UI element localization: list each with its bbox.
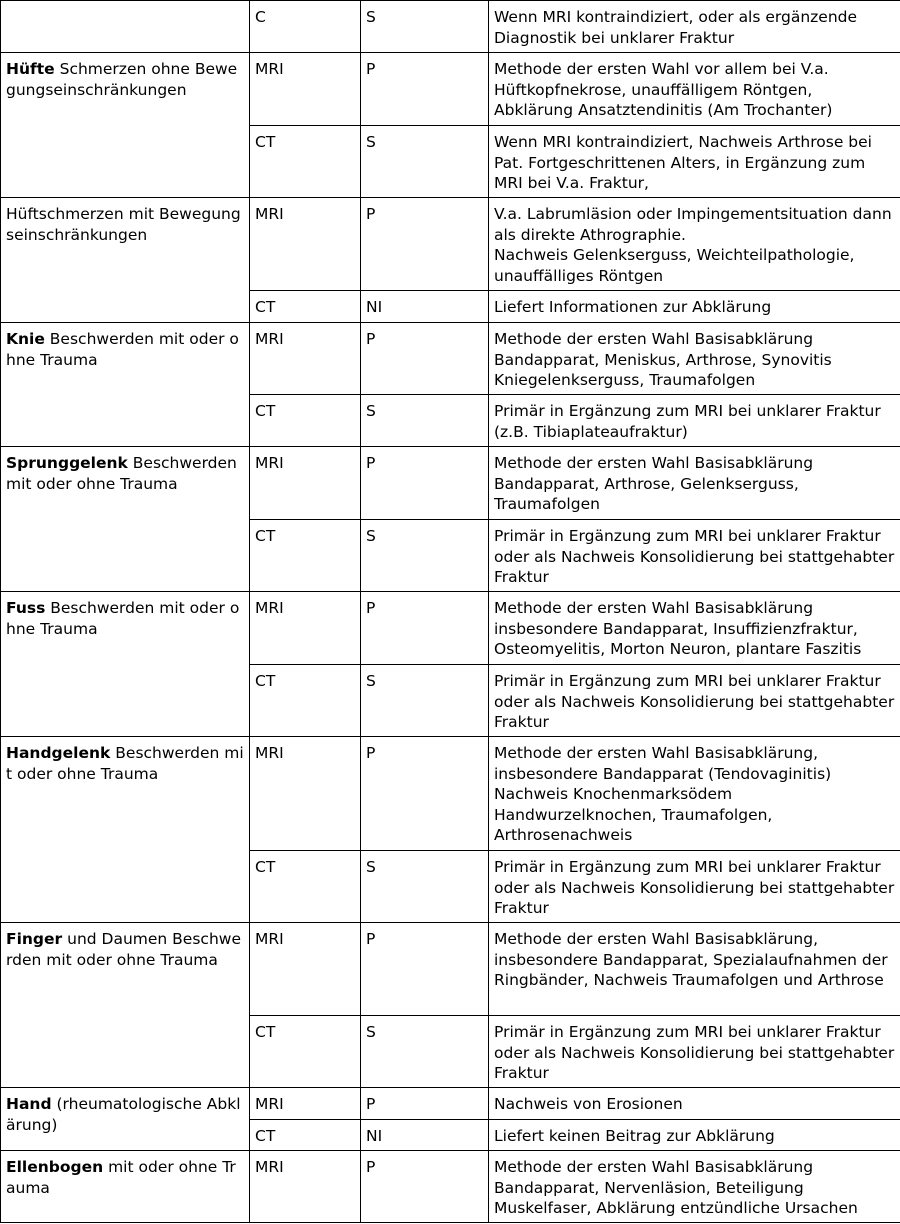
method-cell: C (250, 1, 361, 53)
region-name: Ellenbogen (6, 1158, 104, 1176)
table-row (1, 1, 900, 53)
rating-cell: P (361, 592, 489, 665)
table-row (1, 1151, 900, 1223)
rating-cell: S (361, 126, 489, 198)
region-name: Handgelenk (6, 744, 111, 762)
table-body (1, 1, 900, 1223)
description-cell: Methode der ersten Wahl Basisabklärung Bandapparat, Meniskus, Arthrose, Synovitis Kniegelenkserguss, Traumafolgen (489, 323, 900, 395)
rating-cell: P (361, 447, 489, 520)
region-cell (1, 53, 250, 198)
rating-cell: S (361, 395, 489, 447)
region-cell (1, 592, 250, 737)
region-cell (1, 923, 250, 1088)
rating-cell: P (361, 923, 489, 1016)
region-name: Finger (6, 930, 63, 948)
rating-cell: S (361, 1016, 489, 1088)
region-cell (1, 1088, 250, 1151)
rating-cell: S (361, 851, 489, 923)
region-cell (1, 323, 250, 447)
description-cell: Liefert Informationen zur Abklärung (489, 291, 900, 323)
method-cell: CT (250, 291, 361, 323)
table-row (1, 198, 900, 291)
method-cell: MRI (250, 53, 361, 126)
table-row (1, 737, 900, 851)
method-cell: CT (250, 395, 361, 447)
method-cell: MRI (250, 447, 361, 520)
method-cell: MRI (250, 1151, 361, 1223)
table-row (1, 592, 900, 665)
rating-cell: P (361, 323, 489, 395)
region-description: Hüftschmerzen mit Bewegungseinschränkungen (6, 205, 241, 244)
table-row (1, 1088, 900, 1120)
description-cell: Primär in Ergänzung zum MRI bei unklarer Fraktur (z.B. Tibiaplateaufraktur) (489, 395, 900, 447)
method-cell: MRI (250, 737, 361, 851)
method-cell: CT (250, 851, 361, 923)
method-cell: MRI (250, 323, 361, 395)
method-cell: MRI (250, 198, 361, 291)
region-description: Beschwerden mit oder ohne Trauma (6, 330, 239, 369)
table-row (1, 323, 900, 395)
rating-cell: S (361, 520, 489, 592)
method-cell: CT (250, 665, 361, 737)
description-cell: Wenn MRI kontraindiziert, Nachweis Arthrose bei Pat. Fortgeschrittenen Alters, in Ergänzung zum MRI bei V.a. Fraktur, (489, 126, 900, 198)
region-cell-continued (1, 1, 250, 53)
description-cell: Methode der ersten Wahl Basisabklärung Bandapparat, Arthrose, Gelenkserguss, Traumafolgen (489, 447, 900, 520)
rating-cell: NI (361, 1120, 489, 1151)
description-cell: Methode der ersten Wahl Basisabklärung, insbesondere Bandapparat (Tendovaginitis) Nachweis Knochenmarksödem Handwurzelknochen, Traumafolgen, Arthrosenachweis (489, 737, 900, 851)
method-cell: CT (250, 1120, 361, 1151)
region-description: (rheumatologische Abklärung) (6, 1095, 241, 1134)
region-cell (1, 447, 250, 592)
description-cell: Primär in Ergänzung zum MRI bei unklarer Fraktur oder als Nachweis Konsolidierung bei stattgehabter Fraktur (489, 1016, 900, 1088)
region-description: Beschwerden mit oder ohne Trauma (6, 599, 240, 638)
description-cell: Methode der ersten Wahl Basisabklärung insbesondere Bandapparat, Insuffizienzfraktur, Osteomyelitis, Morton Neuron, plantare Faszitis (489, 592, 900, 665)
rating-cell: P (361, 1088, 489, 1120)
region-name: Sprunggelenk (6, 454, 128, 472)
region-description: Beschwerden mit oder ohne Trauma (6, 744, 244, 783)
description-cell: Primär in Ergänzung zum MRI bei unklarer Fraktur oder als Nachweis Konsolidierung bei stattgehabter Fraktur (489, 851, 900, 923)
method-cell: MRI (250, 923, 361, 1016)
region-name: Knie (6, 330, 45, 348)
table-row (1, 923, 900, 1016)
method-cell: MRI (250, 592, 361, 665)
rating-cell: S (361, 665, 489, 737)
description-cell: Methode der ersten Wahl Basisabklärung Bandapparat, Nervenläsion, Beteiligung Muskelfaser, Abklärung entzündliche Ursachen (489, 1151, 900, 1223)
region-description: Beschwerden mit oder ohne Trauma (6, 454, 237, 493)
method-cell: MRI (250, 1088, 361, 1120)
description-cell: Methode der ersten Wahl vor allem bei V.a. Hüftkopfnekrose, unauffälligem Röntgen, Abklärung Ansatztendinitis (Am Trochanter) (489, 53, 900, 126)
method-cell: CT (250, 520, 361, 592)
region-name: Fuss (6, 599, 46, 617)
region-description: und Daumen Beschwerden mit oder ohne Trauma (6, 930, 241, 969)
method-cell: CT (250, 1016, 361, 1088)
table-row (1, 53, 900, 126)
description-cell: Wenn MRI kontraindiziert, oder als ergänzende Diagnostik bei unklarer Fraktur (489, 1, 900, 53)
rating-cell: P (361, 53, 489, 126)
description-cell: Liefert keinen Beitrag zur Abklärung (489, 1120, 900, 1151)
rating-cell: P (361, 1151, 489, 1223)
description-cell: Nachweis von Erosionen (489, 1088, 900, 1120)
table-row (1, 447, 900, 520)
method-cell: CT (250, 126, 361, 198)
region-name: Hand (6, 1095, 52, 1113)
region-name: Hüfte (6, 60, 55, 78)
description-cell: Primär in Ergänzung zum MRI bei unklarer Fraktur oder als Nachweis Konsolidierung bei stattgehabter Fraktur (489, 665, 900, 737)
region-cell (1, 198, 250, 323)
region-description: mit oder ohne Trauma (6, 1158, 236, 1197)
region-cell (1, 737, 250, 923)
description-cell: Methode der ersten Wahl Basisabklärung, insbesondere Bandapparat, Spezialaufnahmen der Ringbänder, Nachweis Traumafolgen und Arthrose (489, 923, 900, 1016)
rating-cell: P (361, 198, 489, 291)
rating-cell: S (361, 1, 489, 53)
region-cell (1, 1151, 250, 1223)
region-description: Schmerzen ohne Bewegungseinschränkungen (6, 60, 238, 99)
description-cell: Primär in Ergänzung zum MRI bei unklarer Fraktur oder als Nachweis Konsolidierung bei stattgehabter Fraktur (489, 520, 900, 592)
rating-cell: P (361, 737, 489, 851)
rating-cell: NI (361, 291, 489, 323)
description-cell: V.a. Labrumläsion oder Impingementsituation dann als direkte Athrographie. Nachweis Gelenkserguss, Weichteilpathologie, unauffälliges Röntgen (489, 198, 900, 291)
